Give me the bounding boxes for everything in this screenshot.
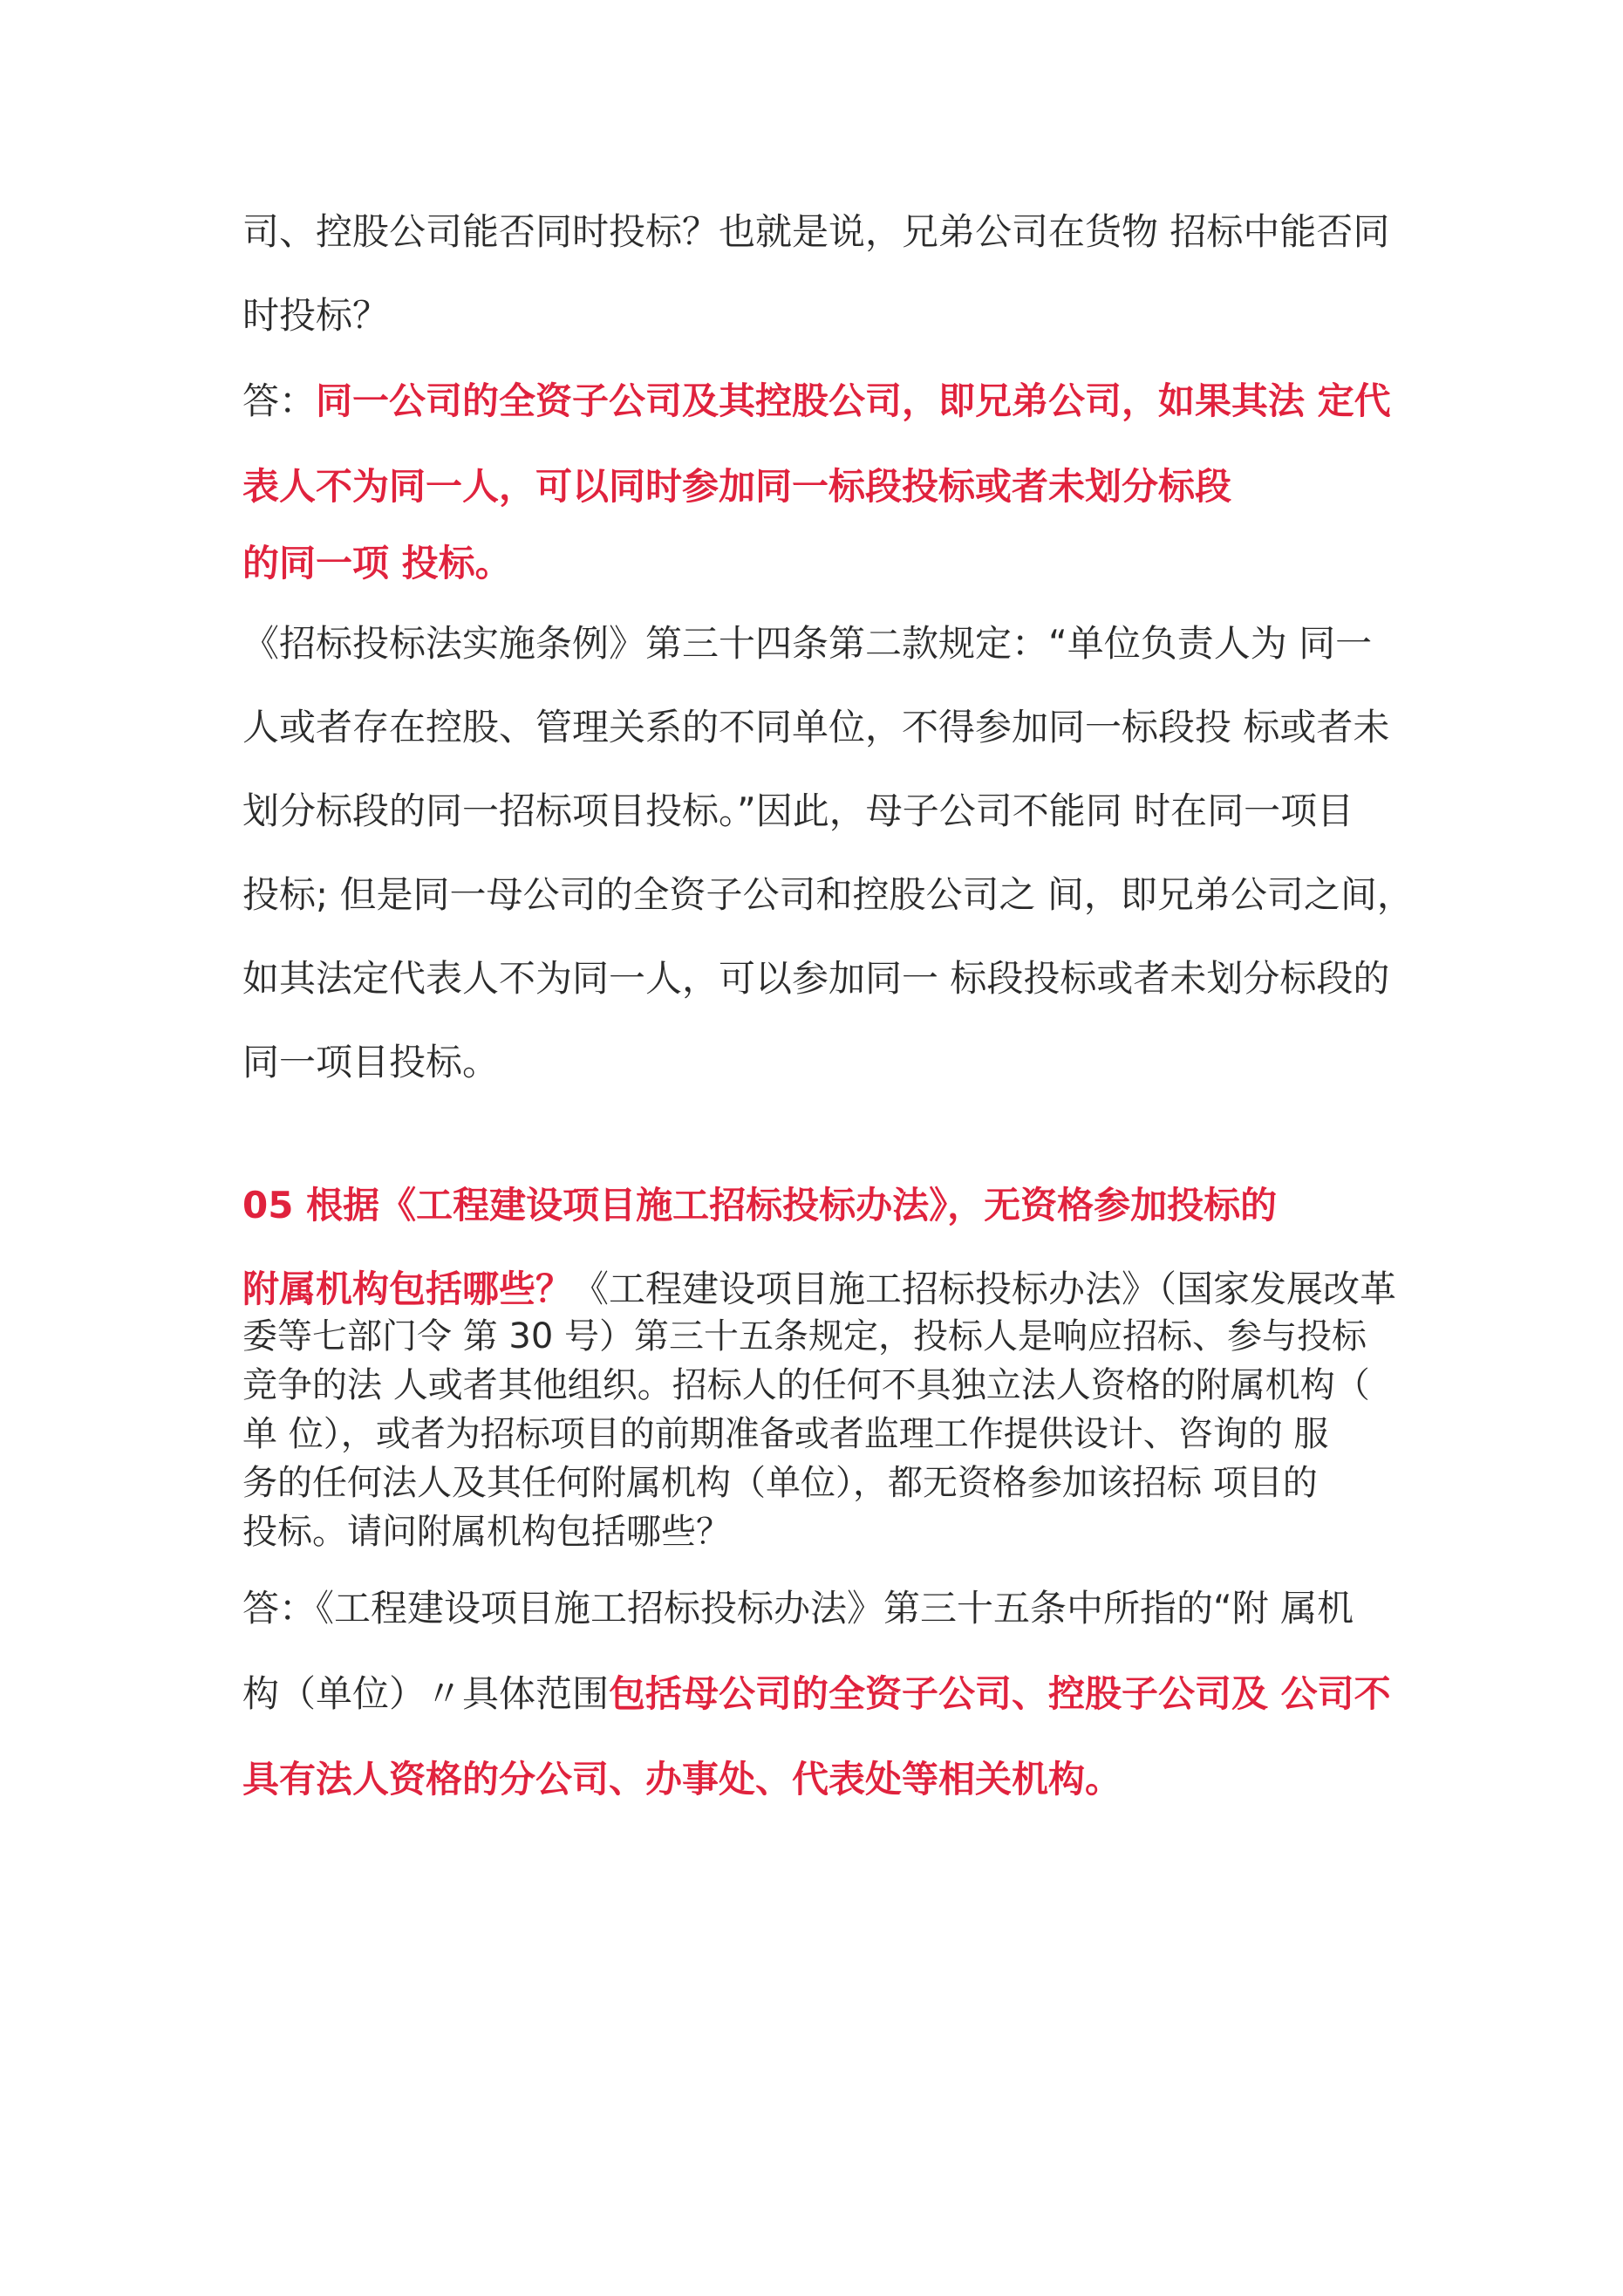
answer-highlight-1: 同一公司的全资子公司及其控股公司，即兄弟公司，如果其法 定代 (316, 379, 1391, 422)
q05-answer-line-2 (242, 1671, 1391, 1717)
q05-body-line-2: 竞争的法 人或者其他组织。招标人的任何不具独立法人资格的附属机构（ (242, 1365, 1370, 1405)
q05-answer-plain: 构（单位）〃具体范围 (242, 1672, 610, 1715)
q05-body-line-1: 委等七部门令 第 30 号）第三十五条规定，投标人是响应招标、参与投标 (242, 1316, 1367, 1356)
q05-body-line-5: 投标。请问附属机构包括哪些？ (242, 1512, 731, 1552)
q05-body-line-4: 务的任何法人及其任何附属机构（单位），都无资格参加该招标 项目的 (242, 1463, 1318, 1503)
q05-answer-line-3: 具有法人资格的分公司、办事处、代表处等相关机构。 (242, 1758, 1122, 1801)
answer-line-2: 表人不为同一人，可以同时参加同一标段投标或者未划分标段 (242, 465, 1232, 508)
explanation-line-1: 《招标投标法实施条例》第三十四条第二款规定：“单位负责人为 同一 (242, 622, 1373, 665)
answer-prefix: 答： (242, 379, 317, 422)
question-line-2: 时投标？ (242, 294, 390, 337)
answer-line-3: 的同一项 投标。 (242, 542, 512, 584)
q05-answer-line-1: 答：《工程建设项目施工招标投标办法》第三十五条中所指的“附 属机 (242, 1587, 1354, 1630)
explanation-line-5: 如其法定代表人不为同一人，可以参加同一 标段投标或者未划分标段的 (242, 957, 1390, 1000)
q05-heading-line-2 (242, 1267, 1396, 1312)
explanation-line-6: 同一项目投标。 (242, 1041, 500, 1083)
q05-heading-rest: 《工程建设项目施工招标投标办法》（国家发展改革 (572, 1268, 1397, 1310)
explanation-line-3: 划分标段的同一招标项目投标。”因此，母子公司不能同 时在同一项目 (242, 789, 1354, 832)
question-line-1: 司、控股公司能否同时投标？也就是说，兄弟公司在货物 招标中能否同 (242, 210, 1390, 253)
q05-answer-highlight-1: 包括母公司的全资子公司、控股子公司及 公司不 (609, 1672, 1391, 1715)
q05-heading-question: 附属机构包括哪些？ (242, 1268, 573, 1310)
section-heading-05: 05 根据《工程建设项目施工招标投标办法》，无资格参加投标的 (242, 1184, 1278, 1227)
explanation-line-4: 投标; 但是同一母公司的全资子公司和控股公司之 间，即兄弟公司之间， (242, 873, 1414, 916)
answer-line-1 (242, 379, 1391, 424)
q05-body-line-3: 单 位），或者为招标项目的前期准备或者监理工作提供设计、咨询的 服 (242, 1414, 1329, 1454)
explanation-line-2: 人或者存在控股、管理关系的不同单位，不得参加同一标段投 标或者未 (242, 706, 1390, 748)
